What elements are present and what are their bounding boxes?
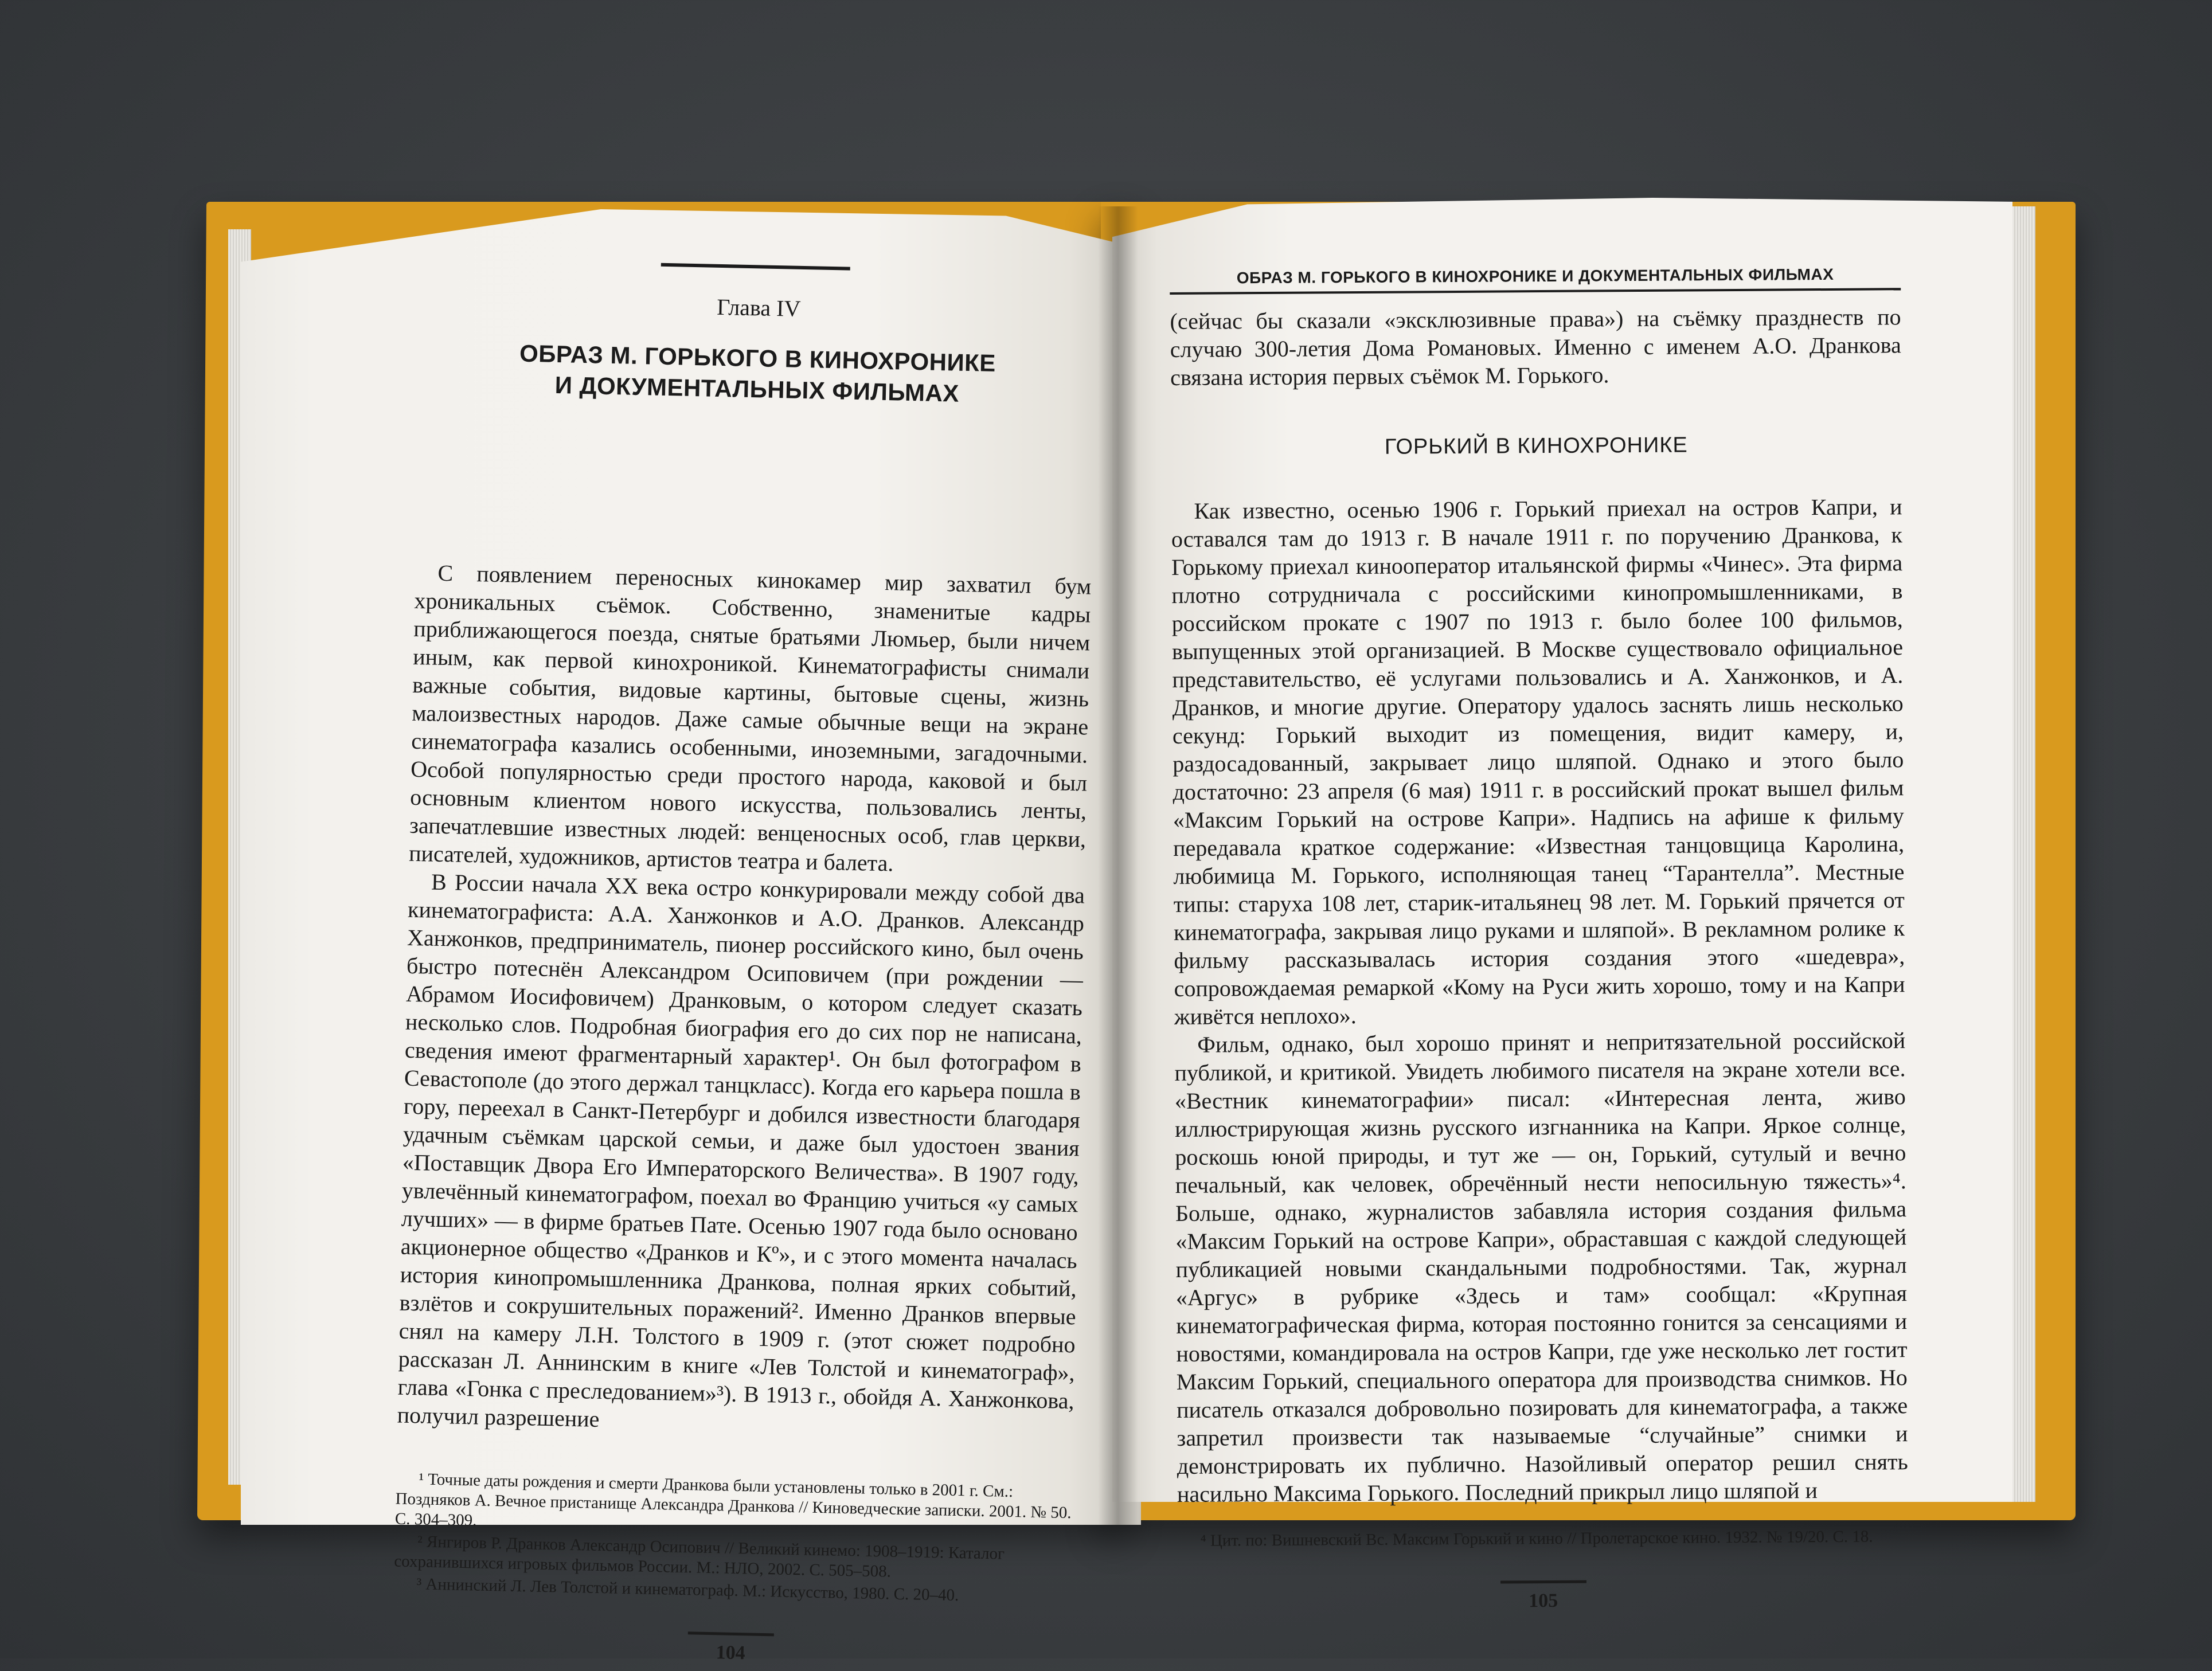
footnote: ² Янгиров Р. Дранков Александр Осипович // Великий кинемо: 1908–1919: Каталог сохранившихся игровых фильмов России. М.: НЛО, 2002. С. 505–508. <box>394 1532 1005 1581</box>
page-number-block <box>1178 1578 1909 1614</box>
section-title: ГОРЬКИЙ В КИНОХРОНИКЕ <box>1384 433 1688 459</box>
page-number-block <box>392 1625 1069 1671</box>
chapter-label: Глава IV <box>716 293 801 322</box>
right-footnotes <box>1177 1527 1908 1551</box>
page-number: 104 <box>716 1642 746 1664</box>
footnote: ³ Аннинский Л. Лев Толстой и кинематограф. М.: Искусство, 1980. С. 20–40. <box>416 1575 959 1605</box>
left-page-content <box>392 258 1098 1671</box>
right-page-content <box>1170 265 1909 1614</box>
footnote: ¹ Точные даты рождения и смерти Дранкова были установлены только в 2001 г. См.: Поздняков А. Вечное пристанище Александра Дранкова // Киноведческие записки. 2001. № 50. С. 304–309. <box>394 1470 1072 1530</box>
paragraph: Как известно, осенью 1906 г. Горький приехал на остров Капри, и оставался там до 1913 г. В начале 1911 г. по поручению Дранкова, к Горькому приехал кинооператор итальянской фирмы «Чинес». Эта фирма плотно сотрудничала с российскими кинопромышленниками, в российском прокате с 1907 по 1913 г. было более 100 фильмов, выпущенных этой организацией. В Москве существовало официальное представительство, её услугами пользовались и А. Ханжонков, и А. Дранков, и многие другие. Оператору удалось заснять лишь несколько секунд: Горький выходит из помещения, видит камеру, и, раздосадованный, закрывает лицо шляпой. Однако и этого было достаточно: 23 апреля (6 мая) 1911 г. в российский прокат вышел фильм «Максим Горький на острове Капри». Надпись на афише к фильму передавала краткое содержание: «Известная танцовщица Каролина, любимица М. Горького, исполняющая танец “Тарантелла”. Местные типы: старуха 108 лет, старик-итальянец 98 лет. М. Горький прячется от кинематографа, закрывая лицо руками и шляпой». В рекламном ролике к фильму рассказывалась история создания этого «шедевра», сопровождаемая ремаркой «Кому на Руси жить хорошо, тому и на Капри живётся неплохо». <box>1171 494 1905 1030</box>
paragraph: В России начала XX века остро конкурировали между собой два кинематографиста: А.А. Ханжонков и А.О. Дранков. Александр Ханжонков, предприниматель, пионер российского кино, был очень быстро потеснён Александром Осиповичем (при рождении — Абрамом Иосифовичем) Дранковым, о котором следует сказать несколько слов. Подробная биография его до сих пор не написана, сведения имеют фрагментарный характер¹. Он был фотографом в Севастополе (до этого держал танцкласс). Когда его карьера пошла в гору, переехал в Санкт-Петербург и добился известности благодаря удачным съёмкам царской семьи, и даже был удостоен звания «Поставщик Двора Его Императорского Величества». В 1907 году, увлечённый кинематографом, поехал во Францию учиться «у самых лучших» — в фирме братьев Пате. Осенью 1907 года было основано акционерное общество «Дранков и Кº», и с этого момента началась история кинопромышленника Дранкова, полная ярких событий, взлётов и сокрушительных поражений². Именно Дранков впервые снял на камеру Л.Н. Толстого в 1909 г. (этот сюжет подробно рассказан Л. Аннинским в книге «Лев Толстой и кинематограф», глава «Гонка с преследованием»³). В 1913 г., обойдя А. Ханжонкова, получил разрешение <box>397 868 1085 1432</box>
footnote: ⁴ Цит. по: Вишневский Вс. Максим Горький и кино // Пролетарское кино. 1932. № 19/20. С. 18. <box>1200 1527 1873 1550</box>
left-body-text <box>397 558 1092 1443</box>
chapter-title-line1: ОБРАЗ М. ГОРЬКОГО В КИНОХРОНИКЕ <box>519 339 996 377</box>
book-gutter <box>1098 206 1138 1525</box>
chapter-title-line2: И ДОКУМЕНТАЛЬНЫХ ФИЛЬМАХ <box>554 371 960 407</box>
opening-paragraph: (сейчас бы сказали «эксклюзивные права») на съёмку празднеств по случаю 300-летия Дома Романовых. Именно с именем А.О. Дранкова связана история первых съёмок М. Горького. <box>1170 304 1901 390</box>
running-head: ОБРАЗ М. ГОРЬКОГО В КИНОХРОНИКЕ И ДОКУМЕНТАЛЬНЫХ ФИЛЬМАХ <box>1236 265 1834 287</box>
page-number: 105 <box>1529 1590 1558 1612</box>
paragraph: Фильм, однако, был хорошо принят и непритязательной российской публикой, и критикой. Увидеть любимого писателя на экране хотели все. «Вестник кинематографии» писал: «Интересная лента, живо иллюстрирующая жизнь русского изгнанника на Капри. Яркое солнце, роскошь юной природы, и тут же — он, Горький, сутулый и вечно печальный, как человек, обречённый нести непосильную тяжесть»⁴. Больше, однако, журналистов забавляла история создания фильма «Максим Горький на острове Капри», обраставшая с каждой следующей публикацией новыми скандальными подробностями. Так, журнал «Аргус» в рубрике «Здесь и там» сообщал: «Крупная кинематографическая фирма, которая постоянно гонится за сенсациями и новостями, командировала на остров Капри, где уже несколько лет гостит Максим Горький, специального оператора для производства снимков. Но писатель отказался добровольно позировать для кинематографа, а также запретил произвести так называемые “случайные” снимки и демонстрировать их публично. Назойливый оператор решил снять насильно Максима Горького. Последний прикрыл лицо шляпой и <box>1174 1027 1908 1507</box>
running-head-rule <box>1170 288 1901 295</box>
paragraph: С появлением переносных кинокамер мир захватил бум хроникальных съёмок. Собственно, знаменитые кадры приближающегося поезда, снятые братьями Люмьер, были ничем иным, как первой кинохроникой. Кинематографисты снимали важные события, видовые картины, бытовые сцены, жизнь малоизвестных народов. Даже самые обычные вещи на экране синематографа казались особенными, иноземными, загадочными. Особой популярностью среди простого народа, каковой и был основным клиентом нового искусства, пользовались ленты, запечатлевшие известных людей: венценосных особ, глав церкви, писателей, художников, артистов театра и балета. <box>408 559 1092 876</box>
left-footnotes <box>393 1469 1072 1609</box>
chapter-title <box>419 336 1096 412</box>
page-number-rule <box>688 1631 774 1636</box>
right-body-text <box>1170 303 1908 1508</box>
page-number-rule <box>1500 1580 1586 1584</box>
